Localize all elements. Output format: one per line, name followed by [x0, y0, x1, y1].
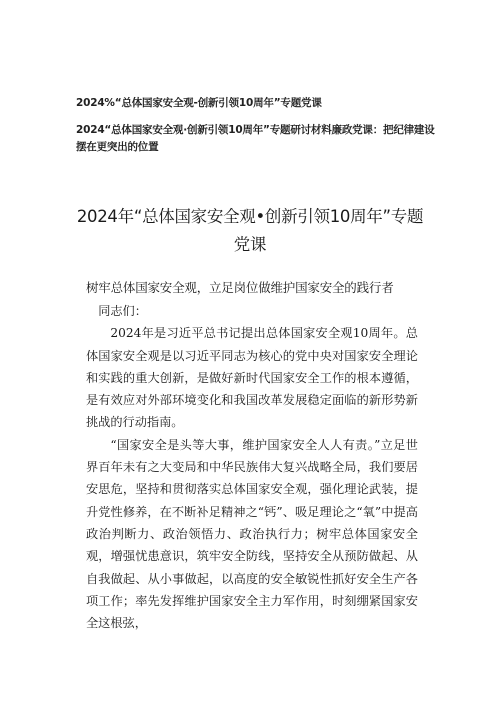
document-subtitle: 树牢总体国家安全观，立足岗位做维护国家安全的践行者 — [86, 280, 394, 295]
document-body — [86, 300, 418, 634]
toc-list — [76, 95, 436, 164]
body-paragraph: 2024年是习近平总书记提出总体国家安全观10周年。总体国家安全观是以习近平同志为核心的党中央对国家安全理论和实践的重大创新，是做好新时代国家安全工作的根本遵循，是有效应对外部环境变化和我国改革发展稳定面临的新形势新挑战的行动指南。 — [86, 326, 418, 430]
toc-item[interactable]: 2024“总体国家安全观·创新引领10周年”专题研讨材料廉政党课：把纪律建设摆在更突出的位置 — [76, 124, 435, 153]
toc-item[interactable]: 2024%“总体国家安全观-创新引领10周年”专题党课 — [76, 97, 322, 109]
body-paragraph: “国家安全是头等大事，维护国家安全人人有责。”立足世界百年未有之大变局和中华民族伟大复兴战略全局，我们要居安思危，坚持和贯彻落实总体国家安全观，强化理论武装，提升党性修养，在不断补足精神之“钙”、吸足理论之“氧”中提高政治判断力、政治领悟力、政治执行力；树牢总体国家安全观，增强忧患意识，筑牢安全防线，坚持安全从预防做起、从自我做起、从小事做起，以高度的安全敏锐性抓好安全生产各项工作；率先发挥维护国家安全主力军作用，时刻绷紧国家安全这根弦， — [86, 437, 418, 631]
document-title: 2024年“总体国家安全观•创新引领10周年”专题党课 — [76, 207, 424, 254]
greeting: 同志们： — [98, 304, 147, 318]
